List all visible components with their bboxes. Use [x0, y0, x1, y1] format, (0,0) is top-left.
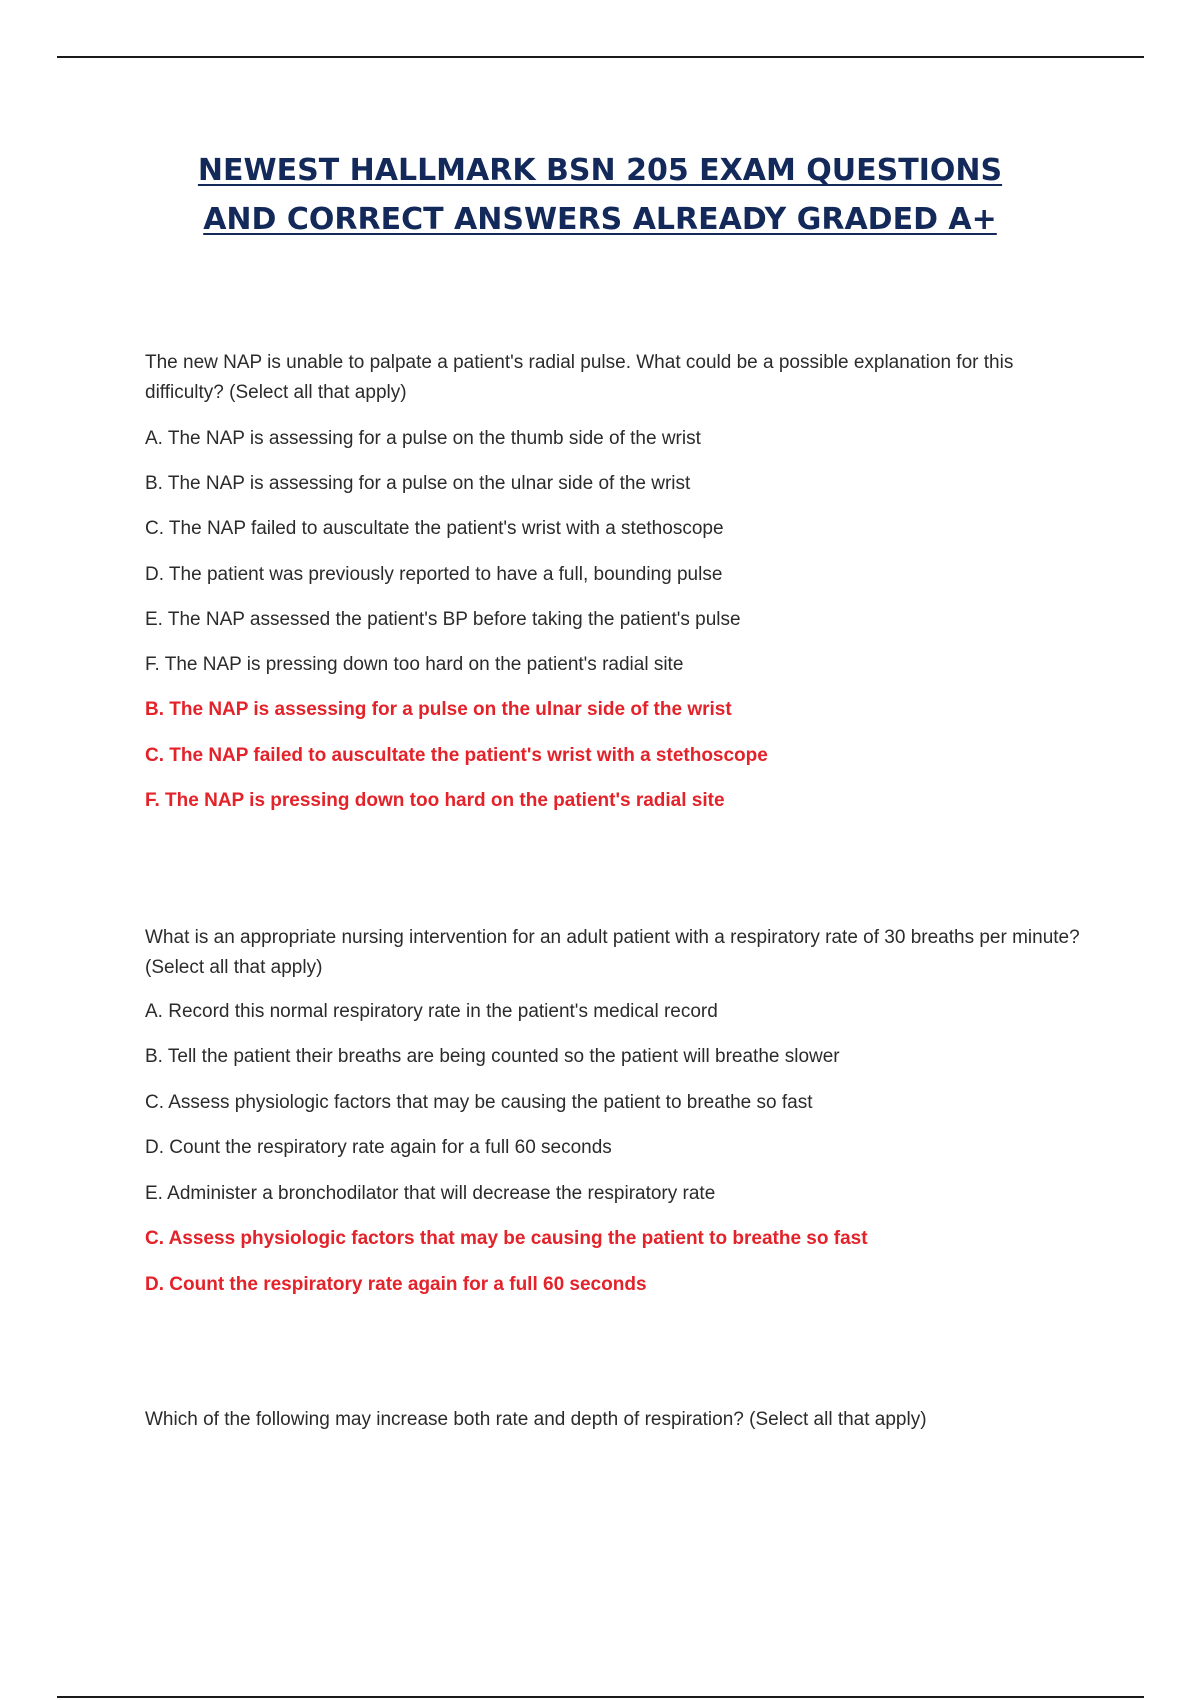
question-1-option-d: D. The patient was previously reported to have a full, bounding pulse: [145, 564, 723, 585]
question-1-answer-1: B. The NAP is assessing for a pulse on the ulnar side of the wrist: [145, 699, 732, 720]
question-1-option-e: E. The NAP assessed the patient's BP before taking the patient's pulse: [145, 609, 741, 630]
question-2-option-b: B. Tell the patient their breaths are being counted so the patient will breathe slower: [145, 1046, 840, 1067]
title-line-1: NEWEST HALLMARK BSN 205 EXAM QUESTIONS: [197, 153, 1003, 188]
question-1-option-a: A. The NAP is assessing for a pulse on the thumb side of the wrist: [145, 428, 701, 449]
title-line-2: AND CORRECT ANSWERS ALREADY GRADED A+: [203, 202, 997, 237]
question-2-text: What is an appropriate nursing intervention for an adult patient with a respiratory rate of 30 breaths per minute? (Select all that apply): [145, 927, 1080, 978]
document-title: [60, 146, 1140, 244]
question-2-option-a: A. Record this normal respiratory rate in the patient's medical record: [145, 1001, 718, 1022]
question-2-answer-1: C. Assess physiologic factors that may be causing the patient to breathe so fast: [145, 1228, 868, 1249]
question-2-option-c: C. Assess physiologic factors that may be causing the patient to breathe so fast: [145, 1092, 813, 1113]
top-rule: [57, 56, 1144, 58]
question-2-option-e: E. Administer a bronchodilator that will decrease the respiratory rate: [145, 1183, 716, 1204]
bottom-rule: [57, 1696, 1144, 1698]
question-1-option-f: F. The NAP is pressing down too hard on the patient's radial site: [145, 654, 684, 675]
question-2-option-d: D. Count the respiratory rate again for a full 60 seconds: [145, 1137, 612, 1158]
question-1-option-c: C. The NAP failed to auscultate the patient's wrist with a stethoscope: [145, 518, 724, 539]
question-3-text: Which of the following may increase both rate and depth of respiration? (Select all that apply): [145, 1409, 927, 1430]
question-2-answer-2: D. Count the respiratory rate again for a full 60 seconds: [145, 1274, 647, 1295]
question-1-option-b: B. The NAP is assessing for a pulse on the ulnar side of the wrist: [145, 473, 691, 494]
question-1-text: The new NAP is unable to palpate a patient's radial pulse. What could be a possible explanation for this difficulty? (Select all that apply): [145, 352, 1014, 403]
question-1-answer-2: C. The NAP failed to auscultate the patient's wrist with a stethoscope: [145, 745, 768, 766]
question-1-answer-3: F. The NAP is pressing down too hard on the patient's radial site: [145, 790, 725, 811]
